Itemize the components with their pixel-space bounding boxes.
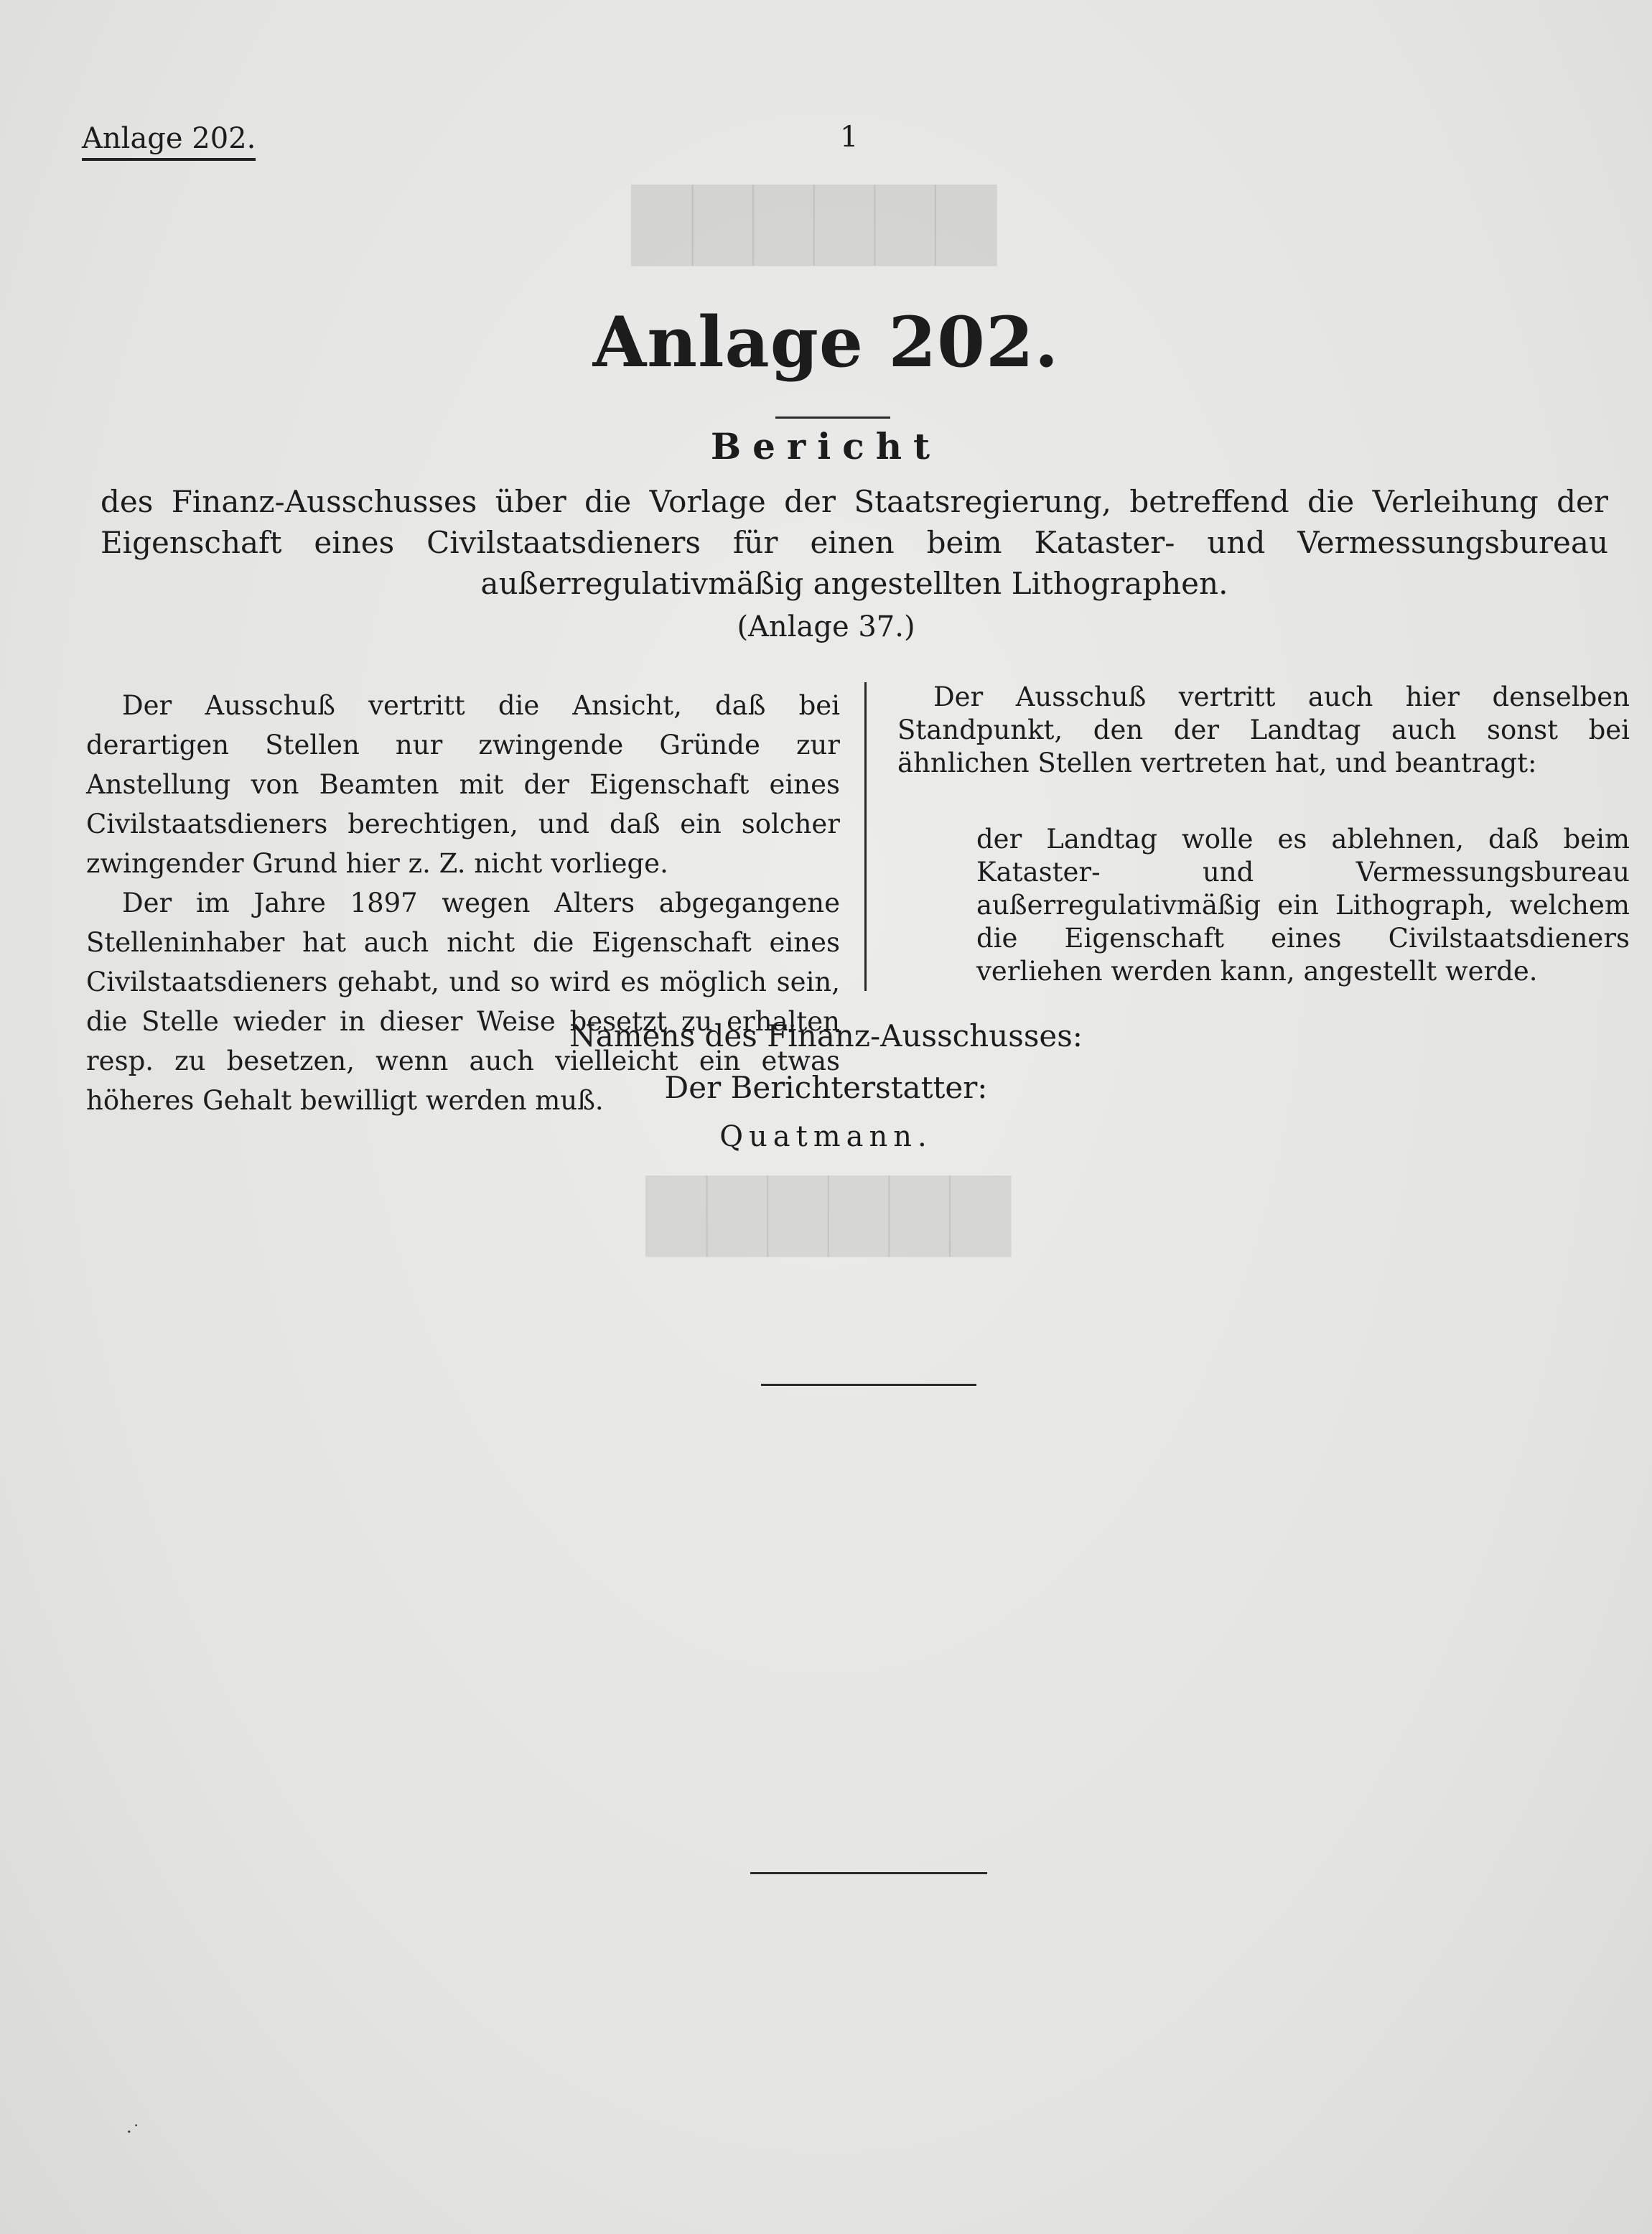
section-end-rule xyxy=(761,1384,976,1386)
column-divider xyxy=(864,682,867,991)
signature-intro: Namens des Finanz-Ausschusses: xyxy=(569,1018,1083,1053)
paper-speck: ·˙ xyxy=(126,2122,141,2142)
motion-text: der Landtag wolle es ablehnen, daß beim Kataster- und Vermessungsbureau außerregulativmäßig ein Lithograph, welchem die Eigenschaft eines Civilstaatsdieners verliehen werden kann, angestellt werde. xyxy=(976,824,1630,987)
document-title: Anlage 202. xyxy=(592,302,1060,383)
right-column xyxy=(897,681,1630,988)
signature-role: Der Berichterstatter: xyxy=(664,1070,988,1105)
title-rule xyxy=(775,416,890,419)
left-column xyxy=(86,686,840,1120)
left-paragraph: Der Ausschuß vertritt die Ansicht, daß bei derartigen Stellen nur zwingende Gründe zur Anstellung von Beamten mit der Eigenschaft eines Civilstaatsdieners berechtigen, und daß ein solcher zwingender Grund hier z. Z. nicht vorliege. xyxy=(86,690,840,879)
report-subject: des Finanz-Ausschusses über die Vorlage der Staatsregierung, betreffend die Verleihung der Eigenschaft eines Civilstaatsdieners für einen beim Kataster- und Vermessungsbureau außerregulativmäßig angestellten Lithographen. xyxy=(101,484,1608,601)
report-heading: Bericht xyxy=(710,425,942,467)
bleed-through-title: ▇▇▇▇▇▇ xyxy=(632,172,997,265)
page-end-rule xyxy=(750,1872,987,1874)
running-header: Anlage 202. xyxy=(82,122,256,161)
bleed-through-title: ▇▇▇▇▇▇ xyxy=(646,1163,1011,1256)
reference-note: (Anlage 37.) xyxy=(737,610,915,643)
page-number: 1 xyxy=(840,121,859,154)
signature-name: Quatmann. xyxy=(719,1120,933,1153)
left-paragraph: Der im Jahre 1897 wegen Alters abgegangene Stelleninhaber hat auch nicht die Eigenschaft eines Civilstaatsdieners gehabt, und so wird es möglich sein, die Stelle wieder in dieser Weise besetzt zu erhalten resp. zu besetzen, wenn auch vielleicht ein etwas höheres Gehalt bewilligt werden muß. xyxy=(86,888,840,1116)
right-paragraph: Der Ausschuß vertritt auch hier denselben Standpunkt, den der Landtag auch sonst bei ähnlichen Stellen vertreten hat, und beantragt: xyxy=(897,681,1630,778)
